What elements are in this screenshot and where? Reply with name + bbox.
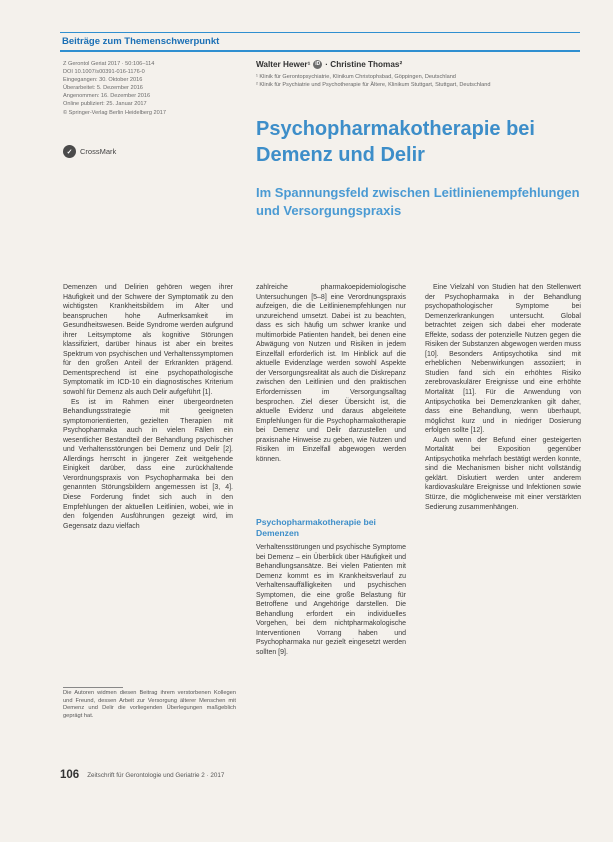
- footnote-rule: [63, 687, 123, 688]
- meta-line: © Springer-Verlag Berlin Heidelberg 2017: [63, 109, 167, 116]
- section-heading: Psychopharmakotherapie bei Demenzen: [256, 517, 376, 538]
- crossmark-icon: ✓: [63, 145, 76, 158]
- page-number: 106: [60, 769, 80, 781]
- body-column-1: [63, 283, 233, 531]
- meta-line: DOI 10.1007/s00391-016-1176-0: [63, 69, 145, 76]
- orcid-icon[interactable]: iD: [315, 61, 321, 67]
- affiliations: [256, 73, 490, 89]
- body-column-3: [425, 283, 581, 512]
- section-label: Beiträge zum Themenschwerpunkt: [62, 36, 220, 47]
- paragraph: Verhaltensstörungen und psychische Symptome bei Demenz – ein Überblick über Häufigkeit und Behandlungsansätze. Bei vielen Patienten mit Demenz kommt es im Krankheitsverlauf zu Verhaltensauffälligkeiten und psychischen Symptomen, die eine große Belastung für Betroffene und Angehörige darstellen. Die Behandlung erfordert ein individuelles Vorgehen, bei dem nichtpharmakologische Interventionen Vorrang haben und Psychopharmaka nur gezielt eingesetzt werden sollten [9].: [256, 544, 406, 657]
- affiliation: ¹ Klinik für Gerontopsychiatrie, Klinikum Christophsbad, Göppingen, Deutschland: [256, 74, 456, 80]
- header-rule-bottom: [60, 50, 580, 52]
- paragraph: Demenzen und Delirien gehören wegen ihrer Häufigkeit und der Schwere der Symptomatik zu den wichtigsten Krankheitsbildern im Alter und beanspruchen hohe Aufmerksamkeit im Gesundheitswesen. Beide Syndrome werden aufgrund ihrer Leitsymptome als kognitive Störungen klassifiziert, darüber hinaus ist aber ein breites Spektrum von psychischen und Verhaltenssymptomen für den großen Anteil der Erkrankten prägend. Dementsprechend ist eine psychopathologische Symptomatik im ICD-10 ein diagnostisches Kriterium sowohl für Demenz als auch Delir aufgeführt [1].: [63, 284, 233, 397]
- paragraph: Auch wenn der Befund einer gesteigerten Mortalität bei Exposition gegenüber Antipsychotika mehrfach bestätigt werden konnte, sind die Mechanismen bisher nicht vollständig geklärt. Diskutiert werden unter anderem kardiovaskuläre Ereignisse und Infektionen sowie Stürze, die möglicherweise mit einer verstärkten Sedierung zusammenhängen.: [425, 436, 581, 511]
- paragraph: zahlreiche pharmakoepidemiologische Untersuchungen [5–8] eine Verordnungspraxis aufzeigen, die die Leitlinienempfehlungen nur unzureichend umsetzt. Dabei ist zu beachten, dass es sich häufig um schwer kranke und multimorbide Patienten handelt, bei denen eine Abwägung von Nutzen und Risiken in jedem Einzelfall erforderlich ist. Im Hinblick auf die aktuelle Evidenzlage werden sowohl Aspekte der Versorgungsrealität als auch die Diskrepanz zwischen den Leitlinien und den praktischen Erfordernissen im Versorgungsalltag besprochen. Ziel dieser Übersicht ist, die aktuelle Evidenz und daraus abgeleitete Empfehlungen für die Psychopharmakotherapie bei Demenz und Delir darzustellen und praxisnahe Hinweise zu geben, wie Nutzen und Risiken im Einzelfall abgewogen werden können.: [256, 284, 406, 463]
- body-column-2: [256, 283, 406, 464]
- crossmark-badge[interactable]: [63, 145, 116, 158]
- meta-line: Online publiziert: 25. Januar 2017: [63, 101, 147, 108]
- page-footer: [60, 769, 224, 781]
- article-subtitle: Im Spannungsfeld zwischen Leitlinienempfehlungen und Versorgungspraxis: [256, 185, 580, 218]
- journal-name: Zeitschrift für Gerontologie und Geriatrie 2 · 2017: [87, 771, 225, 779]
- publication-meta: [63, 60, 233, 117]
- footnote: Die Autoren widmen diesen Beitrag ihrem verstorbenen Kollegen und Freund, dessen Arbeit zur Versorgung älterer Menschen mit Demenz und Delir die vorliegenden Überlegungen maßgeblich geprägt hat.: [63, 690, 236, 720]
- meta-line: Überarbeitet: 5. Dezember 2016: [63, 85, 143, 92]
- author-second[interactable]: · Christine Thomas²: [325, 60, 403, 69]
- author-line: [256, 60, 402, 69]
- author-first[interactable]: Walter Hewer¹: [256, 60, 311, 69]
- meta-line: Eingegangen: 30. Oktober 2016: [63, 77, 143, 84]
- article-title: Psychopharmakotherapie bei Demenz und Delir: [256, 118, 535, 166]
- paragraph: Es ist im Rahmen einer übergeordneten Behandlungsstrategie mit geeigneten symptomorientierten, gezielten Therapien mit Psychopharmaka auch in vielen Fällen ein wesentlicher Bestandteil der Behandlung psychischer und Verhaltensstörungen bei Demenz und Delir [2]. Allerdings herrscht in jüngerer Zeit weitgehende Einigkeit darüber, dass eine zurückhaltende Verordnungspraxis von Psychopharmaka bei den genannten Störungsbildern angemessen ist [3, 4]. Diese Forderung findet sich auch in den Empfehlungen der aktuellen Leitlinien, wobei, wie in den folgenden Ausführungen gezeigt wird, im Gegensatz dazu vielfach: [63, 398, 233, 530]
- paragraph: Eine Vielzahl von Studien hat den Stellenwert der Psychopharmaka in der Behandlung psychopathologischer Symptome bei Demenzerkrankungen untersucht. Global betrachtet zeigen sich dabei eher moderate Effekte, sodass der potenzielle Nutzen gegen die Risiken der Substanzen abgewogen werden muss [10]. Besonders Antipsychotika sind mit erheblichen Nebenwirkungen assoziiert; in Studien fand sich ein erhöhtes Risiko zerebrovaskulärer Ereignisse und eine erhöhte Mortalität [11]. Für die Anwendung von Antipsychotika bei Demenzkranken gilt daher, dass eine Behandlung, wenn überhaupt, möglichst kurz und in niedriger Dosierung erfolgen sollte [12].: [425, 284, 581, 435]
- body-column-2-continued: [256, 543, 406, 658]
- meta-line: Z Gerontol Geriat 2017 · 50:106–114: [63, 61, 155, 67]
- header-rule-top: [60, 32, 580, 33]
- crossmark-label: CrossMark: [80, 147, 117, 156]
- meta-line: Angenommen: 16. Dezember 2016: [63, 93, 151, 100]
- affiliation: ² Klinik für Psychiatrie und Psychotherapie für Ältere, Klinikum Stuttgart, Stuttgart, Deutschland: [256, 82, 491, 89]
